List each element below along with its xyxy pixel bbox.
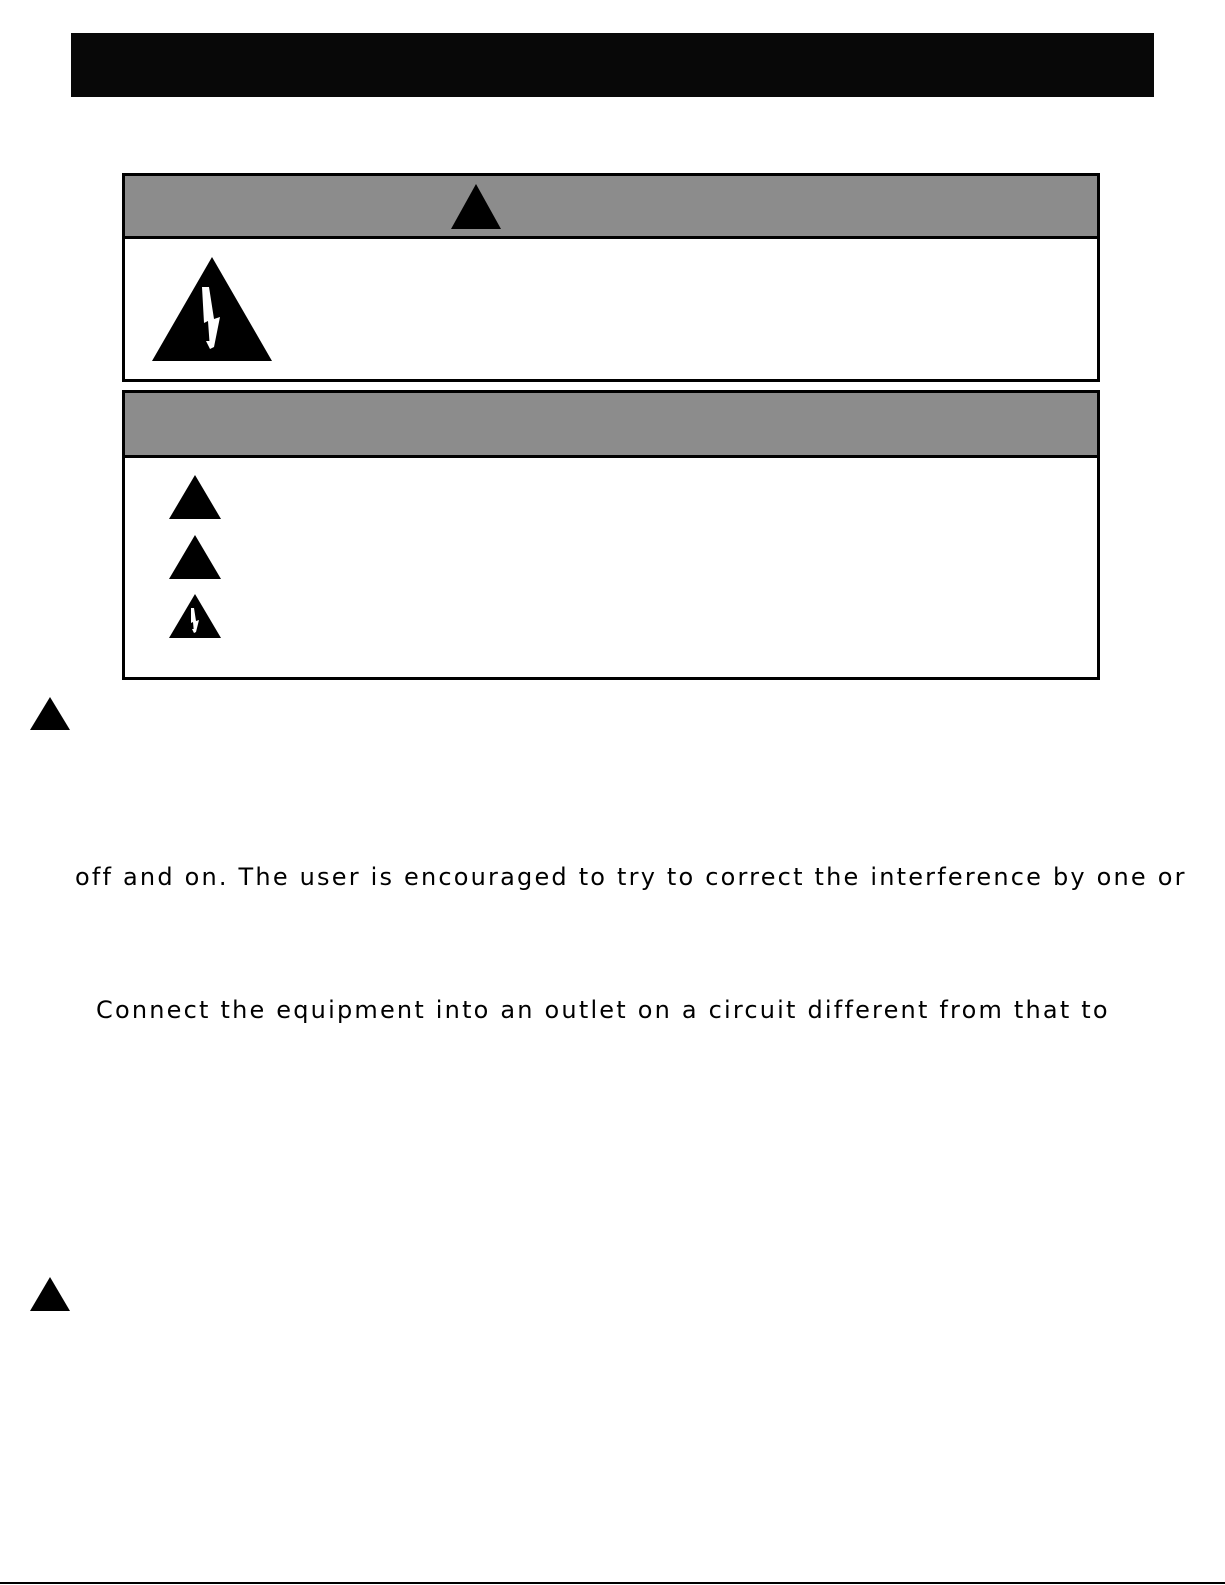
caution-box xyxy=(122,390,1100,680)
warning-triangle-icon xyxy=(169,535,221,579)
warning-triangle-icon xyxy=(169,475,221,519)
electric-shock-warning-icon xyxy=(152,257,272,361)
bottom-rule xyxy=(0,1582,1225,1584)
caution-box-header xyxy=(125,393,1097,458)
electric-shock-warning-icon xyxy=(169,594,221,638)
body-text-line: off and on. The user is encouraged to try to correct the interference by one or xyxy=(75,863,1187,891)
warning-triangle-icon xyxy=(30,1277,70,1311)
warning-triangle-icon xyxy=(451,184,501,229)
title-bar xyxy=(71,33,1154,97)
warning-box-header xyxy=(125,176,1097,239)
warning-box xyxy=(122,173,1100,382)
warning-triangle-icon xyxy=(30,697,70,730)
body-text-line: Connect the equipment into an outlet on a circuit different from that to xyxy=(96,996,1110,1024)
